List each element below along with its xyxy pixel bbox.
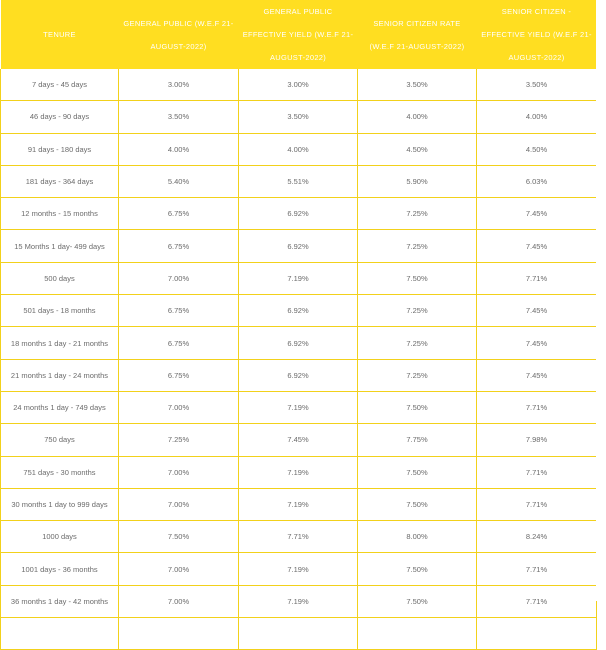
tenure-cell: 18 months 1 day - 21 months [1, 327, 119, 359]
senior-citizen-rate-cell: 7.25% [358, 198, 477, 230]
senior-citizen-yield-cell: 7.45% [477, 230, 597, 262]
general-public-yield-cell: 6.92% [239, 295, 358, 327]
senior-citizen-yield-cell: 7.71% [477, 488, 597, 520]
general-public-yield-cell: 6.92% [239, 230, 358, 262]
general-public-yield-cell: 7.19% [239, 262, 358, 294]
general-public-yield-cell: 6.92% [239, 327, 358, 359]
column-header-general-public-yield: GENERAL PUBLIC EFFECTIVE YIELD (W.E.F 21-AUGUST-2022) [239, 0, 358, 69]
general-public-yield-cell: 7.19% [239, 456, 358, 488]
table-body [1, 69, 597, 650]
tenure-cell: 12 months - 15 months [1, 198, 119, 230]
table-row [1, 230, 597, 262]
table-row [1, 456, 597, 488]
header-row [1, 0, 597, 69]
general-public-yield-cell: 7.19% [239, 553, 358, 585]
general-public-rate-cell: 7.25% [119, 424, 239, 456]
senior-citizen-yield-cell: 6.03% [477, 165, 597, 197]
senior-citizen-rate-cell: 4.50% [358, 133, 477, 165]
general-public-rate-cell: 7.50% [119, 521, 239, 553]
table-row [1, 424, 597, 456]
table-row [1, 133, 597, 165]
senior-citizen-rate-cell: 7.50% [358, 456, 477, 488]
tenure-cell: 7 days - 45 days [1, 69, 119, 101]
general-public-rate-cell: 7.00% [119, 553, 239, 585]
tenure-cell: 15 Months 1 day- 499 days [1, 230, 119, 262]
general-public-rate-cell: 7.00% [119, 262, 239, 294]
tenure-cell: 181 days - 364 days [1, 165, 119, 197]
senior-citizen-yield-cell: 7.45% [477, 295, 597, 327]
senior-citizen-yield-cell: 4.00% [477, 101, 597, 133]
senior-citizen-rate-cell: 7.50% [358, 488, 477, 520]
senior-citizen-yield-cell: 7.71% [477, 456, 597, 488]
column-header-senior-citizen-yield: SENIOR CITIZEN - EFFECTIVE YIELD (W.E.F 21-AUGUST-2022) [477, 0, 597, 69]
table-row [1, 618, 597, 650]
table-row [1, 327, 597, 359]
general-public-yield-cell: 5.51% [239, 165, 358, 197]
table-row [1, 391, 597, 423]
senior-citizen-yield-cell: 7.71% [477, 585, 597, 617]
general-public-rate-cell: 7.00% [119, 585, 239, 617]
table-row [1, 521, 597, 553]
senior-citizen-yield-cell: 4.50% [477, 133, 597, 165]
tenure-cell: 46 days - 90 days [1, 101, 119, 133]
senior-citizen-rate-cell: 7.25% [358, 230, 477, 262]
senior-citizen-rate-cell: 3.50% [358, 69, 477, 101]
senior-citizen-yield-cell: 7.71% [477, 391, 597, 423]
general-public-yield-cell: 7.19% [239, 488, 358, 520]
senior-citizen-yield-cell [477, 618, 597, 650]
column-header-senior-citizen-rate: SENIOR CITIZEN RATE (W.E.F 21-AUGUST-2022) [358, 0, 477, 69]
senior-citizen-rate-cell: 7.50% [358, 585, 477, 617]
table-row [1, 553, 597, 585]
tenure-cell: 36 months 1 day - 42 months [1, 585, 119, 617]
tenure-cell: 500 days [1, 262, 119, 294]
senior-citizen-rate-cell: 7.50% [358, 262, 477, 294]
table-header [1, 0, 597, 69]
general-public-yield-cell: 6.92% [239, 198, 358, 230]
senior-citizen-rate-cell: 7.50% [358, 553, 477, 585]
general-public-yield-cell: 7.71% [239, 521, 358, 553]
table-row [1, 295, 597, 327]
general-public-rate-cell: 5.40% [119, 165, 239, 197]
general-public-rate-cell: 4.00% [119, 133, 239, 165]
senior-citizen-rate-cell [358, 618, 477, 650]
table-row [1, 69, 597, 101]
general-public-rate-cell: 3.50% [119, 101, 239, 133]
tenure-cell: 30 months 1 day to 999 days [1, 488, 119, 520]
senior-citizen-rate-cell: 8.00% [358, 521, 477, 553]
senior-citizen-yield-cell: 7.45% [477, 198, 597, 230]
tenure-cell: 21 months 1 day - 24 months [1, 359, 119, 391]
general-public-yield-cell: 7.45% [239, 424, 358, 456]
general-public-yield-cell: 3.50% [239, 101, 358, 133]
page-margin [596, 0, 606, 601]
general-public-rate-cell: 3.00% [119, 69, 239, 101]
general-public-rate-cell: 6.75% [119, 198, 239, 230]
table-row [1, 262, 597, 294]
general-public-yield-cell [239, 618, 358, 650]
senior-citizen-yield-cell: 7.45% [477, 359, 597, 391]
senior-citizen-rate-cell: 7.25% [358, 359, 477, 391]
senior-citizen-rate-cell: 5.90% [358, 165, 477, 197]
senior-citizen-rate-cell: 7.25% [358, 327, 477, 359]
senior-citizen-rate-cell: 7.75% [358, 424, 477, 456]
senior-citizen-yield-cell: 7.71% [477, 553, 597, 585]
table-row [1, 165, 597, 197]
table-row [1, 359, 597, 391]
column-header-tenure: TENURE [1, 0, 119, 69]
general-public-yield-cell: 7.19% [239, 585, 358, 617]
senior-citizen-rate-cell: 4.00% [358, 101, 477, 133]
senior-citizen-yield-cell: 7.71% [477, 262, 597, 294]
table-row [1, 585, 597, 617]
tenure-cell: 91 days - 180 days [1, 133, 119, 165]
general-public-rate-cell: 6.75% [119, 327, 239, 359]
tenure-cell: 501 days - 18 months [1, 295, 119, 327]
general-public-rate-cell: 6.75% [119, 230, 239, 262]
senior-citizen-yield-cell: 3.50% [477, 69, 597, 101]
general-public-yield-cell: 3.00% [239, 69, 358, 101]
general-public-rate-cell: 6.75% [119, 295, 239, 327]
tenure-cell: 751 days - 30 months [1, 456, 119, 488]
table-row [1, 198, 597, 230]
tenure-cell: 1000 days [1, 521, 119, 553]
table-row [1, 101, 597, 133]
general-public-rate-cell: 7.00% [119, 488, 239, 520]
senior-citizen-yield-cell: 7.98% [477, 424, 597, 456]
senior-citizen-rate-cell: 7.50% [358, 391, 477, 423]
general-public-rate-cell [119, 618, 239, 650]
general-public-yield-cell: 7.19% [239, 391, 358, 423]
table-row [1, 488, 597, 520]
tenure-cell: 1001 days - 36 months [1, 553, 119, 585]
general-public-rate-cell: 6.75% [119, 359, 239, 391]
tenure-cell: 24 months 1 day - 749 days [1, 391, 119, 423]
general-public-yield-cell: 4.00% [239, 133, 358, 165]
senior-citizen-yield-cell: 7.45% [477, 327, 597, 359]
senior-citizen-yield-cell: 8.24% [477, 521, 597, 553]
tenure-cell [1, 618, 119, 650]
senior-citizen-rate-cell: 7.25% [358, 295, 477, 327]
tenure-cell: 750 days [1, 424, 119, 456]
general-public-rate-cell: 7.00% [119, 391, 239, 423]
column-header-general-public-rate: GENERAL PUBLIC (W.E.F 21-AUGUST-2022) [119, 0, 239, 69]
general-public-rate-cell: 7.00% [119, 456, 239, 488]
general-public-yield-cell: 6.92% [239, 359, 358, 391]
